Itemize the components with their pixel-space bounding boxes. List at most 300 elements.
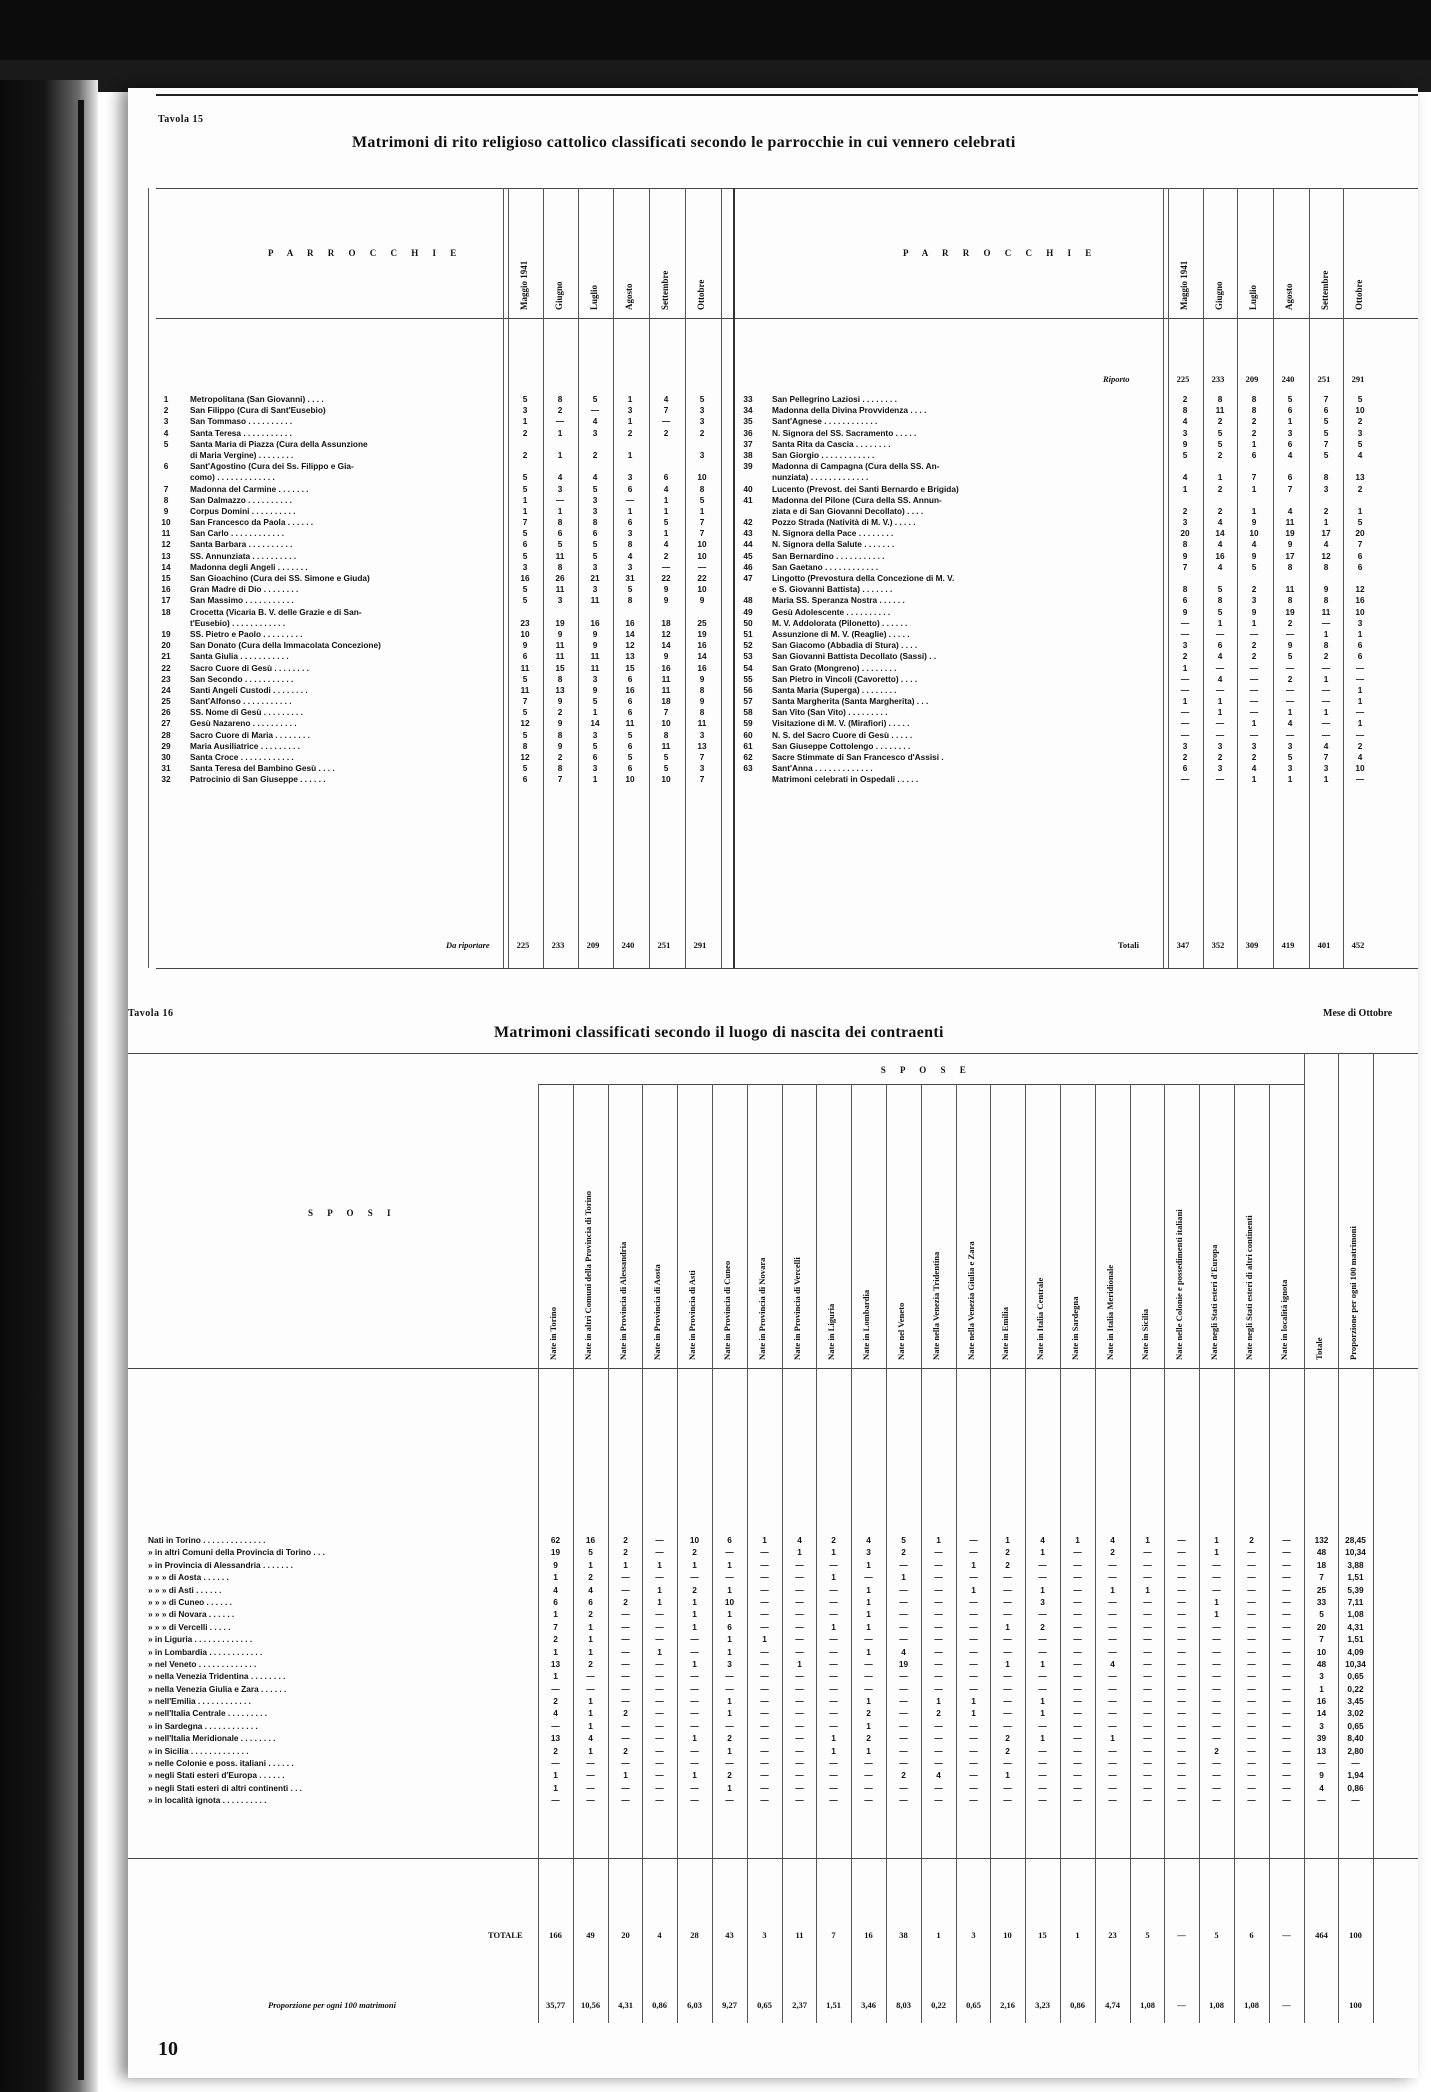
cell-value: — <box>1073 1708 1082 1719</box>
cell-value: 1 <box>727 1609 732 1620</box>
cell-value: 10 <box>697 550 707 561</box>
t16-proportion: 1,51 <box>826 2000 841 2010</box>
cell-value: — <box>760 1795 769 1806</box>
cell-value: 2 <box>623 1535 628 1545</box>
cell-value: 1 <box>588 1634 593 1645</box>
row-number: 51 <box>743 628 753 639</box>
cell-value: 1 <box>1357 628 1363 639</box>
cell-value: — <box>1212 1683 1221 1694</box>
cell-value: — <box>1212 1572 1221 1583</box>
row-number: 7 <box>163 483 169 494</box>
cell-value: — <box>555 416 565 427</box>
cell-value: — <box>551 1683 560 1694</box>
cell-value: — <box>1038 1795 1047 1806</box>
row-number: 60 <box>743 729 753 740</box>
cell-value: — <box>969 1770 978 1781</box>
cell-value: — <box>1003 1609 1012 1620</box>
cell-value: 1 <box>557 505 563 516</box>
cell-value: 2 <box>936 1708 941 1719</box>
cell-value: 6 <box>1287 405 1293 416</box>
cell-value: 1 <box>657 1559 662 1570</box>
cell-value: 3 <box>699 416 705 427</box>
t16-total: 3 <box>971 1930 976 1940</box>
t16-proportion: 9,27 <box>722 2000 737 2010</box>
cell-value: 8 <box>1217 394 1223 404</box>
t15-month-header: Luglio <box>589 284 599 310</box>
cell-value: — <box>795 1708 804 1719</box>
cell-value: 5 <box>1251 561 1257 572</box>
cell-value: — <box>899 1733 908 1744</box>
t16-proportion: 100 <box>1349 2000 1362 2010</box>
cell-value: — <box>655 1745 664 1756</box>
cell-value: 1 <box>831 1572 836 1583</box>
cell-value: 6 <box>522 539 528 550</box>
cell-value: — <box>1282 1596 1291 1607</box>
cell-value: 3 <box>592 729 598 740</box>
cell-value: — <box>969 1795 978 1806</box>
cell-value: 13 <box>550 1658 561 1669</box>
t15-riporto: 233 <box>1211 374 1225 384</box>
parish-name: M. V. Addolorata (Pilonetto) . . . . . . <box>772 617 908 628</box>
cell-value: 8 <box>557 729 563 740</box>
cell-value: 39 <box>1316 1733 1327 1744</box>
cell-value: 16 <box>590 617 600 628</box>
parish-name: Santa Barbara . . . . . . . . . . <box>190 539 293 550</box>
t16-column-header: Nate in Italia Meridionale <box>1105 1264 1115 1360</box>
cell-value: — <box>1073 1596 1082 1607</box>
cell-value: — <box>621 1733 630 1744</box>
cell-value: — <box>1282 1745 1291 1756</box>
cell-value: — <box>1247 1758 1256 1769</box>
cell-value: 1 <box>1287 707 1293 718</box>
cell-value: 1 <box>1040 1696 1045 1707</box>
cell-value: 6 <box>627 763 633 774</box>
cell-value: — <box>969 1671 978 1682</box>
cell-value: 4 <box>1110 1658 1115 1669</box>
t15-month-header: Giugno <box>554 281 564 310</box>
cell-value: — <box>1215 729 1225 740</box>
cell-value: 4 <box>1217 539 1223 550</box>
table-row <box>158 551 728 562</box>
cell-value: — <box>590 405 600 416</box>
cell-value: 9 <box>699 673 705 684</box>
cell-value: 10 <box>1355 763 1365 774</box>
cell-value: — <box>1180 628 1190 639</box>
cell-value: — <box>934 1671 943 1682</box>
row-number: 39 <box>743 461 753 472</box>
cell-value: — <box>1038 1683 1047 1694</box>
cell-value: — <box>760 1596 769 1607</box>
cell-value: 11 <box>520 662 530 673</box>
cell-value: 14 <box>625 628 635 639</box>
cell-value: 1 <box>727 1708 732 1719</box>
row-number: 48 <box>743 595 753 606</box>
birthplace-label: » nell'Italia Meridionale . . . . . . . . <box>148 1733 276 1744</box>
cell-value: — <box>655 1634 664 1645</box>
cell-value: — <box>655 1733 664 1744</box>
cell-value: — <box>1212 1782 1221 1793</box>
cell-value: 18 <box>1316 1559 1327 1570</box>
cell-value: 1 <box>588 1708 593 1719</box>
t15-riporto: 251 <box>1317 374 1331 384</box>
cell-value: — <box>795 1795 804 1806</box>
cell-value: 17 <box>1321 528 1331 539</box>
t16-column-header: Nate in Liguria <box>826 1303 836 1360</box>
cell-value: 5 <box>627 584 633 595</box>
t16-proportion: 8,03 <box>896 2000 911 2010</box>
cell-value: 3 <box>699 449 705 460</box>
cell-value: 2 <box>1217 449 1223 460</box>
parish-name: Sacro Cuore di Maria . . . . . . . . <box>190 729 310 740</box>
cell-value: — <box>1215 774 1225 785</box>
cell-value: 1 <box>1182 696 1188 707</box>
cell-value: 5 <box>592 550 598 561</box>
cell-value: — <box>1003 1696 1012 1707</box>
row-number: 47 <box>743 573 753 583</box>
cell-value: — <box>795 1683 804 1694</box>
parish-name: Sant'Anna . . . . . . . . . . . . . <box>772 763 873 774</box>
cell-value: — <box>969 1572 978 1583</box>
cell-value: — <box>795 1559 804 1570</box>
cell-value: 11 <box>1321 606 1331 617</box>
t15-month-header: Giugno <box>1214 281 1224 310</box>
t16-column-header: Nate nella Venezia Tridentina <box>931 1251 941 1360</box>
cell-value: — <box>586 1795 595 1806</box>
cell-value: — <box>760 1758 769 1769</box>
cell-value: — <box>934 1782 943 1793</box>
cell-value: — <box>829 1770 838 1781</box>
cell-value: 1 <box>592 774 598 785</box>
cell-value: 1 <box>1357 505 1363 516</box>
cell-value: 1 <box>1217 472 1223 483</box>
cell-value: 1 <box>1319 1683 1324 1694</box>
cell-value: — <box>1073 1758 1082 1769</box>
cell-value: 11 <box>590 662 600 673</box>
cell-value: 7 <box>1319 1572 1324 1583</box>
cell-value: 4 <box>1217 517 1223 528</box>
cell-value: 1 <box>1251 483 1257 494</box>
cell-value: 1 <box>866 1696 871 1707</box>
cell-value: — <box>1143 1770 1152 1781</box>
t16-total: 464 <box>1315 1930 1328 1940</box>
cell-value: — <box>760 1733 769 1744</box>
cell-value: 14 <box>697 651 707 662</box>
cell-value: 1,08 <box>1347 1609 1364 1620</box>
cell-value: — <box>1317 1795 1326 1806</box>
cell-value: — <box>1282 1696 1291 1707</box>
cell-value: — <box>690 1683 699 1694</box>
cell-value: — <box>1038 1609 1047 1620</box>
cell-value: 12 <box>625 640 635 651</box>
cell-value: — <box>1073 1621 1082 1632</box>
cell-value: — <box>1212 1559 1221 1570</box>
table-row <box>148 1769 1418 1781</box>
cell-value: — <box>1282 1621 1291 1632</box>
cell-value: 3 <box>592 427 598 438</box>
cell-value: — <box>1073 1683 1082 1694</box>
cell-value: 16 <box>520 573 530 583</box>
cell-value: — <box>1177 1559 1186 1570</box>
cell-value: — <box>1282 1572 1291 1583</box>
cell-value: 1 <box>588 1646 593 1657</box>
cell-value: 1 <box>588 1559 593 1570</box>
table-row <box>158 752 728 763</box>
cell-value: 11 <box>590 651 600 662</box>
cell-value: 5 <box>1217 606 1223 617</box>
cell-value: 4 <box>588 1584 593 1595</box>
cell-value: 8 <box>557 673 563 684</box>
cell-value: 5 <box>1287 752 1293 762</box>
cell-value: 5 <box>1287 651 1293 662</box>
cell-value: 1 <box>1005 1621 1010 1632</box>
parish-name: Sacro Cuore di Gesù . . . . . . . . <box>190 662 309 673</box>
cell-value: — <box>969 1720 978 1731</box>
cell-value: 1 <box>1214 1609 1219 1620</box>
cell-value: 19 <box>898 1658 909 1669</box>
table-row <box>738 607 1418 618</box>
cell-value: — <box>1073 1795 1082 1806</box>
cell-value: 6 <box>727 1621 732 1632</box>
cell-value: 1 <box>936 1535 941 1545</box>
cell-value: — <box>1285 729 1295 740</box>
cell-value: 2 <box>1251 427 1257 438</box>
cell-value: 28,45 <box>1345 1535 1366 1545</box>
cell-value: 1 <box>692 1609 697 1620</box>
cell-value: 5 <box>522 584 528 595</box>
cell-value: — <box>1282 1634 1291 1645</box>
cell-value: — <box>1108 1646 1117 1657</box>
table-row <box>158 718 728 729</box>
parish-name: Sant'Agostino (Cura dei Ss. Filippo e Gia- <box>190 461 354 472</box>
parish-name: San Grato (Mongreno) . . . . . . . . <box>772 662 897 673</box>
birthplace-label: » in altri Comuni della Provincia di Torino . . . <box>148 1547 325 1558</box>
cell-value: 16 <box>585 1535 596 1545</box>
row-number: 46 <box>743 561 753 572</box>
cell-value: — <box>1073 1782 1082 1793</box>
table-row <box>738 461 1418 472</box>
cell-value: 10 <box>1355 606 1365 617</box>
cell-value: — <box>1073 1745 1082 1756</box>
cell-value: 1 <box>1251 438 1257 449</box>
cell-value: — <box>934 1559 943 1570</box>
cell-value: 10 <box>661 718 671 729</box>
cell-value: 1 <box>866 1646 871 1657</box>
t16-total: 1 <box>1075 1930 1080 1940</box>
t16-column-header: Nate in Emilia <box>1000 1307 1010 1360</box>
top-rule <box>156 94 1418 96</box>
cell-value: 9 <box>1319 1770 1324 1781</box>
table-row <box>738 495 1418 506</box>
table-row <box>158 562 728 573</box>
cell-value: 6 <box>627 517 633 528</box>
cell-value: 1 <box>831 1745 836 1756</box>
cell-value: 1 <box>1287 416 1293 427</box>
cell-value: — <box>690 1671 699 1682</box>
row-number: 45 <box>743 550 753 561</box>
table-row <box>148 1646 1418 1658</box>
cell-value: 1 <box>866 1596 871 1607</box>
cell-value: 10 <box>520 628 530 639</box>
parish-name: como) . . . . . . . . . . . . . <box>190 472 275 483</box>
cell-value: — <box>621 1782 630 1793</box>
cell-value: 3 <box>592 673 598 684</box>
parish-name: San Filippo (Cura di Sant'Eusebio) <box>190 405 326 416</box>
row-number: 59 <box>743 718 753 729</box>
cell-value: 6 <box>627 707 633 718</box>
cell-value: — <box>864 1671 873 1682</box>
cell-value: — <box>1321 684 1331 695</box>
t16-proportion: 0,22 <box>931 2000 946 2010</box>
cell-value: 6 <box>592 528 598 539</box>
cell-value: 4,09 <box>1347 1646 1364 1657</box>
cell-value: 7 <box>1323 394 1329 404</box>
table-row <box>158 629 728 640</box>
t16-total: 3 <box>762 1930 767 1940</box>
cell-value: 1,51 <box>1347 1572 1364 1583</box>
cell-value: — <box>655 1609 664 1620</box>
cell-value: 15 <box>555 662 565 673</box>
cell-value: 1 <box>588 1720 593 1731</box>
cell-value: 9 <box>1287 539 1293 550</box>
cell-value: — <box>1108 1758 1117 1769</box>
t15-riporto: 209 <box>1245 374 1259 384</box>
cell-value: 1 <box>1357 684 1363 695</box>
cell-value: 1 <box>1217 707 1223 718</box>
row-number: 20 <box>161 640 171 651</box>
cell-value: 1 <box>588 1696 593 1707</box>
cell-value: 9 <box>592 640 598 651</box>
birthplace-label: » in località ignota . . . . . . . . . . <box>148 1795 267 1806</box>
row-number: 33 <box>743 394 753 404</box>
cell-value: — <box>1212 1634 1221 1645</box>
cell-value: 2 <box>557 752 563 762</box>
row-number: 38 <box>743 449 753 460</box>
cell-value: 8 <box>699 684 705 695</box>
cell-value: 16 <box>697 640 707 651</box>
cell-value: 4 <box>1323 740 1329 751</box>
cell-value: 1 <box>1217 617 1223 628</box>
cell-value: — <box>1247 1795 1256 1806</box>
cell-value: 2 <box>663 427 669 438</box>
cell-value: 4 <box>1323 539 1329 550</box>
t16-column-header: Nate in Sardegna <box>1070 1296 1080 1360</box>
cell-value: — <box>969 1745 978 1756</box>
table-row <box>158 607 728 618</box>
cell-value: — <box>795 1634 804 1645</box>
cell-value: — <box>1282 1609 1291 1620</box>
cell-value: — <box>760 1621 769 1632</box>
cell-value: — <box>829 1634 838 1645</box>
cell-value: 3 <box>522 561 528 572</box>
cell-value: 9 <box>522 640 528 651</box>
parish-name: Santa Maria di Piazza (Cura della Assunzione <box>190 438 368 449</box>
cell-value: — <box>1108 1559 1117 1570</box>
cell-value: 1 <box>971 1708 976 1719</box>
t16-total: 23 <box>1108 1930 1117 1940</box>
cell-value: 4 <box>1217 561 1223 572</box>
birthplace-label: » nell'Emilia . . . . . . . . . . . . <box>148 1696 251 1707</box>
cell-value: 1 <box>866 1559 871 1570</box>
cell-value: 15 <box>625 662 635 673</box>
cell-value: — <box>690 1572 699 1583</box>
cell-value: 0,86 <box>1347 1782 1364 1793</box>
row-number: 19 <box>161 628 171 639</box>
parish-name: San Pellegrino Laziosi . . . . . . . . <box>772 394 897 404</box>
cell-value: — <box>969 1621 978 1632</box>
cell-value: — <box>1321 718 1331 729</box>
cell-value: 9 <box>1287 640 1293 651</box>
cell-value: — <box>899 1671 908 1682</box>
cell-value: 1 <box>627 416 633 427</box>
cell-value: — <box>1143 1559 1152 1570</box>
cell-value: — <box>1282 1782 1291 1793</box>
cell-value: 4 <box>592 472 598 483</box>
cell-value: — <box>1282 1770 1291 1781</box>
cell-value: — <box>1249 628 1259 639</box>
parish-name: San Vito (San Vito) . . . . . . . . . <box>772 707 888 718</box>
cell-value: 3 <box>627 561 633 572</box>
birthplace-label: » in Sicilia . . . . . . . . . . . . . <box>148 1745 249 1756</box>
cell-value: — <box>864 1634 873 1645</box>
birthplace-label: » » » di Cuneo . . . . . . <box>148 1596 232 1607</box>
cell-value: 11 <box>555 640 565 651</box>
cell-value: — <box>1003 1782 1012 1793</box>
cell-value: 3,02 <box>1347 1708 1364 1719</box>
cell-value: 10,34 <box>1345 1547 1366 1558</box>
row-number: 62 <box>743 752 753 762</box>
cell-value: 1 <box>627 394 633 404</box>
cell-value: — <box>1108 1621 1117 1632</box>
cell-value: 2 <box>727 1733 732 1744</box>
cell-value: — <box>621 1646 630 1657</box>
cell-value: 7 <box>1182 561 1188 572</box>
cell-value: — <box>760 1559 769 1570</box>
cell-value: 7 <box>663 405 669 416</box>
cell-value: 2 <box>1251 752 1257 762</box>
row-number: 26 <box>161 707 171 718</box>
cell-value: — <box>760 1572 769 1583</box>
cell-value: 9 <box>1251 517 1257 528</box>
cell-value: — <box>1108 1683 1117 1694</box>
cell-value: — <box>829 1683 838 1694</box>
parish-name: Pozzo Strada (Natività di M. V.) . . . . . <box>772 517 916 528</box>
cell-value: 1 <box>1005 1658 1010 1669</box>
cell-value: 11 <box>555 550 565 561</box>
cell-value: 1 <box>971 1584 976 1595</box>
cell-value: 8 <box>1323 640 1329 651</box>
parish-name: San Giorgio . . . . . . . . . . . . <box>772 449 875 460</box>
cell-value: 2 <box>592 449 598 460</box>
cell-value: 3 <box>727 1658 732 1669</box>
row-number: 2 <box>163 405 169 416</box>
cell-value: 2 <box>1040 1621 1045 1632</box>
cell-value: — <box>1282 1683 1291 1694</box>
t15-left-total: 209 <box>586 940 600 950</box>
cell-value: 7 <box>1323 752 1329 762</box>
cell-value: — <box>661 561 671 572</box>
cell-value: 1 <box>522 416 528 427</box>
cell-value: 5 <box>1217 427 1223 438</box>
cell-value: 2 <box>692 1547 697 1558</box>
cell-value: 1 <box>901 1572 906 1583</box>
cell-value: — <box>725 1683 734 1694</box>
t15-vrule <box>148 188 149 968</box>
cell-value: 4 <box>1357 752 1363 762</box>
row-number: 50 <box>743 617 753 628</box>
table-row <box>158 439 728 450</box>
cell-value: — <box>934 1795 943 1806</box>
cell-value: — <box>1282 1646 1291 1657</box>
